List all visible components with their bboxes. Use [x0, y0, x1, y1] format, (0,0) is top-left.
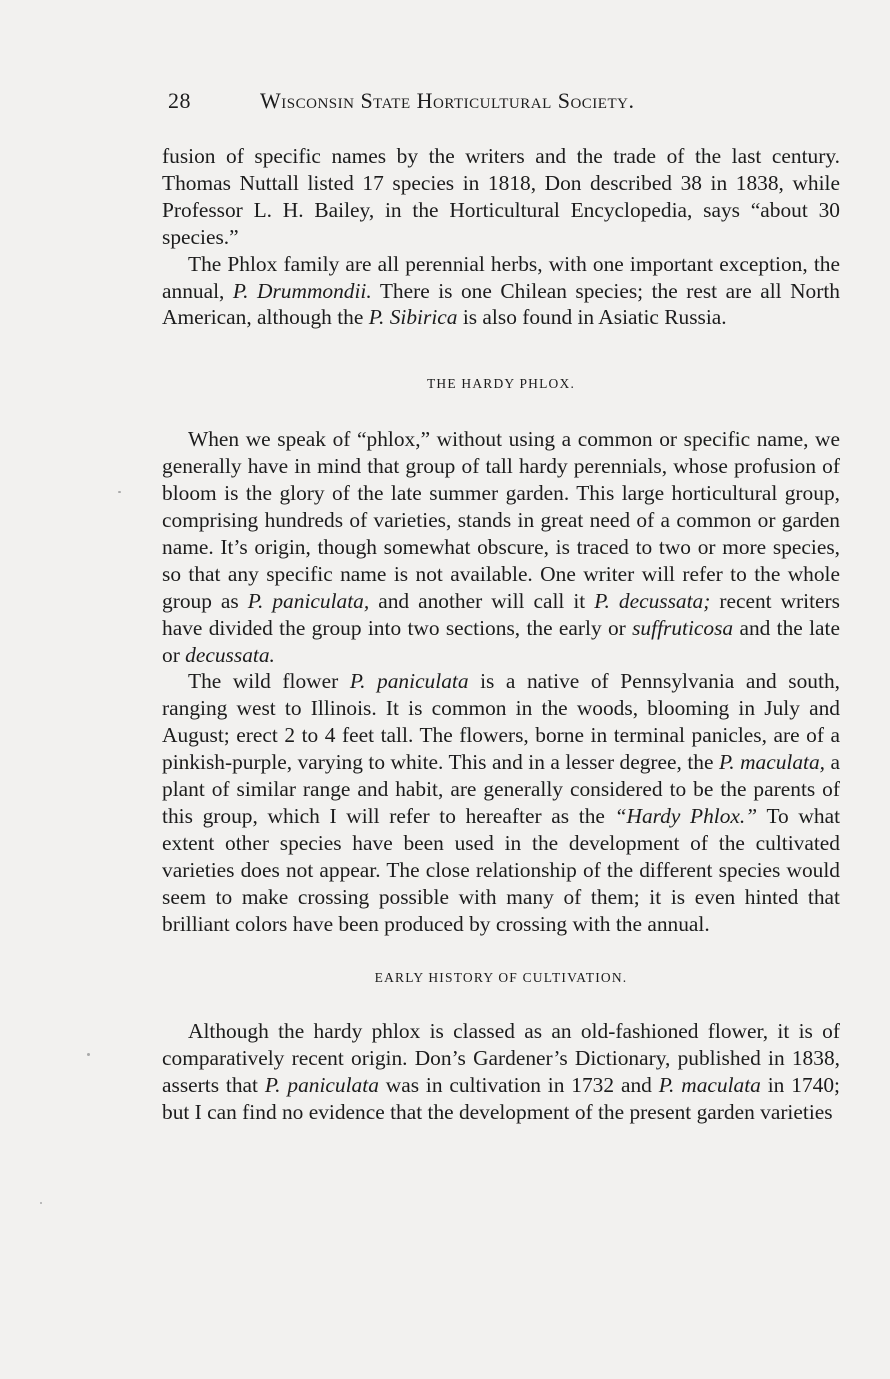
- species-name: suffruticosa: [632, 615, 734, 640]
- text-run: was in cultivation in 1732 and: [378, 1073, 659, 1098]
- species-name: P. decussata;: [594, 588, 711, 613]
- species-name: P. maculata: [658, 1073, 761, 1098]
- text-run: is a native of Pennsylvania and south, ranging west to Illinois. It is common in the woods, blooming in July and August; erect 2 to 4 feet tall. The flowers, borne in terminal panicles, are of a pinkish-purple, varying to white. This and in a lesser degree, the: [162, 669, 840, 775]
- paragraph-3: [162, 426, 840, 668]
- paragraph-2: [162, 251, 840, 332]
- section-heading-hardy-phlox: THE HARDY PHLOX.: [426, 376, 576, 392]
- paper-speck: [40, 1202, 42, 1204]
- species-name: P. Sibirica: [368, 305, 458, 330]
- species-name: P. paniculata: [349, 669, 469, 694]
- paper-speck: [87, 1053, 90, 1056]
- species-name: decussata.: [185, 642, 275, 667]
- page-header: [168, 88, 768, 114]
- section-heading-early-history: EARLY HISTORY OF CULTIVATION.: [374, 970, 628, 986]
- text-run: is also found in Asiatic Russia.: [457, 305, 727, 330]
- text-run: Although the hardy phlox is classed as an old-fashioned flower, it is of comparatively recent origin. Don’s Gardener’s Dictionary, published in 1838, asserts that: [162, 1019, 840, 1098]
- paragraph-4: [162, 668, 840, 937]
- text-run: recent writers have divided the group into two sections, the early or: [162, 588, 840, 640]
- page-number: 28: [168, 88, 191, 113]
- species-name: P. paniculata,: [247, 588, 370, 613]
- text-run: a plant of similar range and habit, are generally considered to be the parents of this group, which I will refer to hereafter as the: [162, 750, 841, 828]
- paper-speck: [118, 491, 121, 493]
- text-run: When we speak of “phlox,” without using a common or specific name, we generally have in mind that group of tall hardy perennials, whose profusion of bloom is the glory of the late summer garden. This large horticultural group, comprising hundreds of varieties, stands in great need of a common or garden name. It’s origin, though somewhat obscure, is traced to two or more species, so that any specific name is not available. One writer will refer to the whole group as: [162, 427, 840, 613]
- text-run: and the late or: [162, 615, 840, 667]
- species-name: P. maculata,: [718, 750, 826, 775]
- text-run: The Phlox family are all perennial herbs, with one important exception, the annual,: [162, 251, 840, 303]
- paragraph-1-text: fusion of specific names by the writers and the trade of the last century. Thomas Nuttall listed 17 species in 1818, Don described 38 in 1838, while Professor L. H. Bailey, in the Horticultural Encyclopedia, says “about 30 species.”: [162, 144, 840, 249]
- text-run: There is one Chilean species; the rest are all North American, although the: [162, 278, 841, 330]
- species-name: P. paniculata: [264, 1073, 379, 1098]
- species-name: “Hardy Phlox.”: [614, 803, 758, 828]
- species-name: P. Drummondii.: [232, 278, 372, 303]
- text-run: in 1740; but I can find no evidence that the development of the present garden varieties: [162, 1073, 840, 1125]
- body-text: [162, 143, 840, 1126]
- running-title: Wisconsin State Horticultural Society.: [260, 88, 635, 113]
- text-run: and another will call it: [369, 588, 595, 613]
- text-run: To what extent other species have been used in the development of the cultivated varieties does not appear. The close relationship of the different species would seem to make crossing possible with many of them; it is even hinted that brilliant colors have been produced by crossing with the annual.: [162, 803, 841, 936]
- paragraph-1: [162, 143, 840, 251]
- paragraph-5: [162, 1018, 840, 1126]
- text-run: The wild flower: [188, 669, 350, 694]
